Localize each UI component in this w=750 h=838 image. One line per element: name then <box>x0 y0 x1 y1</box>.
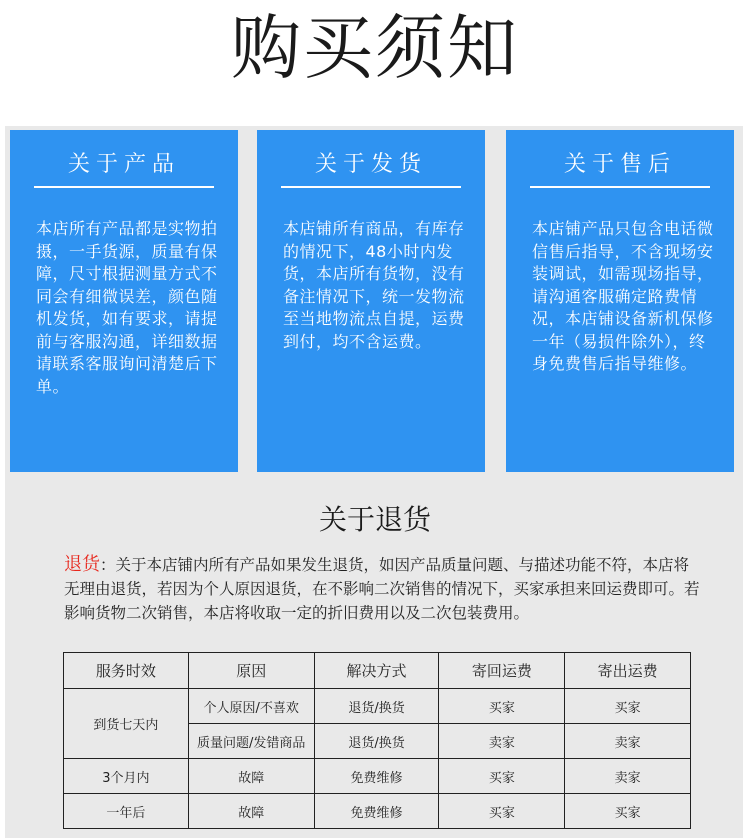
card-shipping <box>257 130 485 472</box>
table-row <box>64 759 691 794</box>
card-divider <box>530 186 710 188</box>
table-cell-reason: 质量问题/发错商品 <box>188 724 314 759</box>
card-title: 关于发货 <box>314 152 427 177</box>
table-cell-solution: 免费维修 <box>314 759 439 794</box>
table-header-row <box>64 653 691 689</box>
table-cell-period: 到货七天内 <box>64 689 189 759</box>
card-title: 关于产品 <box>67 152 180 177</box>
table-cell-solution: 退货/换货 <box>314 689 439 724</box>
table-header: 服务时效 <box>64 653 189 689</box>
card-after-sales <box>506 130 734 472</box>
table-cell-return-fee: 买家 <box>439 759 565 794</box>
table-cell-period: 3个月内 <box>64 759 189 794</box>
card-body: 本店所有产品都是实物拍摄，一手货源，质量有保障，尺寸根据测量方式不同会有细微误差，颜色随机发货，如有要求，请提前与客服沟通，详细数据请联系客服询问清楚后下单。 <box>36 219 218 396</box>
returns-text: ：关于本店铺内所有产品如果发生退货，如因产品质量问题、与描述功能不符，本店将无理由退货，若因为个人原因退货，在不影响二次销售的情况下，买家承担来回运费即可。若影响货物二次销售，本店将收取一定的折旧费用以及二次包装费用。 <box>64 556 700 622</box>
card-title: 关于售后 <box>563 152 676 177</box>
returns-title: 关于退货 <box>318 503 431 536</box>
table-cell-solution: 免费维修 <box>314 794 439 829</box>
table-cell-send-fee: 买家 <box>565 794 691 829</box>
table-cell-solution: 退货/换货 <box>314 724 439 759</box>
card-divider <box>281 186 461 188</box>
table-header: 寄出运费 <box>565 653 691 689</box>
table-row <box>64 689 691 724</box>
table-cell-send-fee: 卖家 <box>565 759 691 794</box>
table-header: 寄回运费 <box>439 653 565 689</box>
table-cell-reason: 故障 <box>188 794 314 829</box>
table-cell-return-fee: 卖家 <box>439 724 565 759</box>
returns-note <box>64 553 704 625</box>
card-body: 本店铺产品只包含电话微信售后指导，不含现场安装调试，如需现场指导，请沟通客服确定路费情况，本店铺设备新机保修一年（易损件除外），终身免费售后指导维修。 <box>532 219 714 373</box>
table-header: 解决方式 <box>314 653 439 689</box>
table-cell-return-fee: 买家 <box>439 689 565 724</box>
table-cell-reason: 个人原因/不喜欢 <box>188 689 314 724</box>
return-policy-table <box>63 652 691 829</box>
table-cell-return-fee: 买家 <box>439 794 565 829</box>
table-cell-reason: 故障 <box>188 759 314 794</box>
returns-label: 退货 <box>64 554 100 575</box>
table-cell-send-fee: 买家 <box>565 689 691 724</box>
card-divider <box>34 186 214 188</box>
card-body: 本店铺所有商品，有库存的情况下，48小时内发货，本店所有货物，没有备注情况下，统一发物流至当地物流点自提，运费到付，均不含运费。 <box>283 219 465 351</box>
table-header: 原因 <box>188 653 314 689</box>
page-title: 购买须知 <box>231 7 519 89</box>
table-cell-send-fee: 卖家 <box>565 724 691 759</box>
table-cell-period: 一年后 <box>64 794 189 829</box>
card-product <box>10 130 238 472</box>
table-row <box>64 794 691 829</box>
